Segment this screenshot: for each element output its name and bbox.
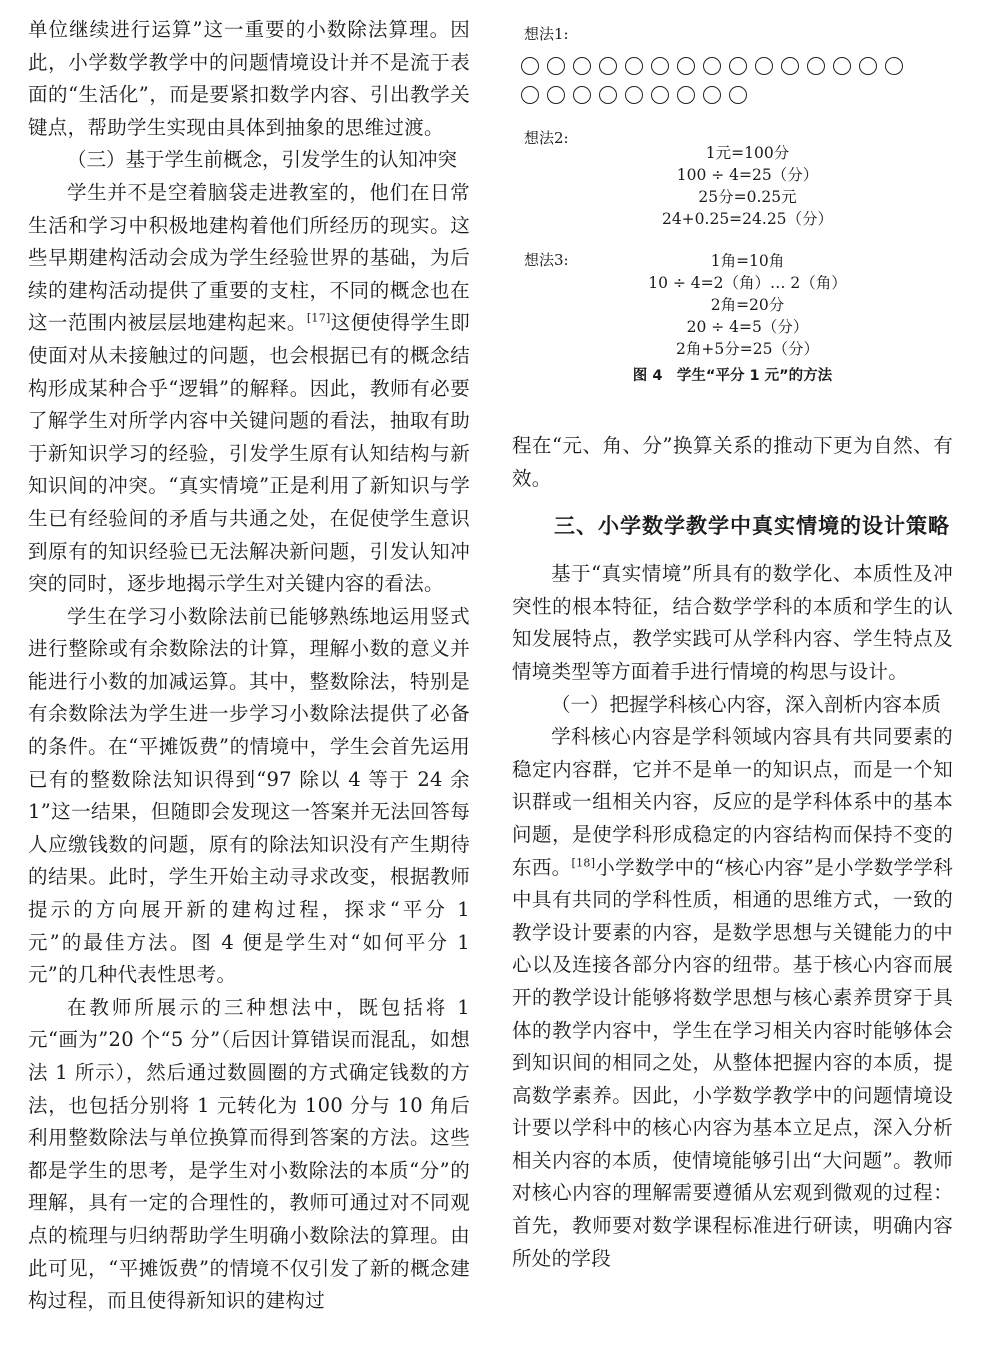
counting-circle — [573, 57, 591, 75]
calc-line: 1角=10角 — [710, 252, 785, 270]
paragraph-core-content — [512, 721, 953, 1275]
counting-circle — [729, 86, 747, 104]
citation-ref: [17] — [306, 311, 331, 325]
paragraph-decimal-division: 学生在学习小数除法前已能够熟练地运用竖式进行整除或有余数除法的计算，理解小数的意义并能进行小数的加减运算。其中，整数除法，特别是有余数除法为学生进一步学习小数除法提供了必备的条件。在“平摊饭费”的情境中，学生会首先运用已有的整数除法知识得到“97 除以 4 等于 24 余 1”这一结果，但随即会发现这一答案并无法回答每人应缴钱数的问题，原有的除法知识没有产生期待的结果。此时，学生开始主动寻求改变，根据教师提示的方向展开新的建构过程，探求“平分 1 元”的最佳方法。图 4 便是学生对“如何平分 1 元”的几种代表性思考。 — [28, 604, 470, 987]
right-column — [512, 14, 953, 1275]
counting-circle — [625, 57, 643, 75]
counting-circle — [521, 57, 539, 75]
counting-circle — [859, 57, 877, 75]
counting-circle — [573, 86, 591, 104]
counting-circle — [703, 86, 721, 104]
counting-circle — [599, 86, 617, 104]
counting-circle — [703, 57, 721, 75]
paragraph-three-ideas: 在教师所展示的三种想法中，既包括将 1 元“画为”20 个“5 分”（后因计算错误而混乱，如想法 1 所示），然后通过数圆圈的方式确定钱数的方法，也包括分别将 1 元转化为 100 分与 10 角后利用整数除法与单位换算而得到答案的方法。这些都是学生的思考，是学生对小数除法的本质“分”的理解，具有一定的合理性的，教师可通过对不同观点的梳理与归纳帮助学生明确小数除法的算理。由此可见，“平摊饭费”的情境不仅引发了新的概念建构过程，而且使得新知识的建构过 — [28, 995, 470, 1313]
counting-circle — [807, 57, 825, 75]
counting-circle — [547, 86, 565, 104]
paragraph-continued: 单位继续进行运算”这一重要的小数除法算理。因此，小学数学教学中的问题情境设计并不是流于表面的“生活化”，而是要紧扣数学内容、引出教学关键点，帮助学生实现由具体到抽象的思维过渡。 — [28, 18, 470, 139]
figure-4 — [512, 24, 953, 410]
paragraph-text: 这便使得学生即使面对从未接触过的问题，也会根据已有的概念结构形成某种合乎“逻辑”的解释。因此，教师有必要了解学生对所学内容中关键问题的看法，抽取有助于新知识学习的经验，引发学生原有认知结构与新知识间的冲突。“真实情境”正是利用了新知识与学生已有经验间的矛盾与共通之处，在促使学生意识到原有的知识经验已无法解决新问题，引发认知冲突的同时，逐步地揭示学生对关键内容的看法。 — [28, 311, 470, 596]
idea2-calculation — [542, 142, 953, 230]
calc-line: 24+0.25=24.25（分） — [661, 210, 834, 228]
left-column — [28, 14, 470, 1318]
counting-circle — [755, 57, 773, 75]
counting-circle — [781, 57, 799, 75]
paragraph-continued: 程在“元、角、分”换算关系的推动下更为自然、有效。 — [512, 434, 953, 490]
counting-circle — [677, 86, 695, 104]
calc-line: 2角=20分 — [710, 296, 785, 314]
figure-caption: 图 4 学生“平分 1 元”的方法 — [632, 368, 833, 384]
idea2-label: 想法2: — [524, 129, 569, 147]
counting-circle — [625, 86, 643, 104]
paragraph-text: 小学数学中的“核心内容”是小学数学学科中具有共同的学科性质，相通的思维方式，一致的教学设计要素的内容，是数学思想与关键能力的中心以及连接各部分内容的纽带。基于核心内容而展开的教学设计能够将数学思想与核心素养贯穿于具体的教学内容中，学生在学习相关内容时能够体会到知识间的相同之处，从整体把握内容的本质，提高数学素养。因此，小学数学教学中的问题情境设计要以学科中的核心内容为基本立足点，深入分析相关内容的本质，使情境能够引出“大问题”。教师对核心内容的理解需要遵循从宏观到微观的过程：首先，教师要对数学课程标准进行研读，明确内容所处的学段 — [512, 855, 953, 1270]
counting-circle — [547, 57, 565, 75]
calc-line: 2角+5分=25（分） — [676, 340, 819, 358]
calc-line: 1元=100分 — [705, 144, 790, 162]
counting-circle — [833, 57, 851, 75]
calc-line: 10 ÷ 4=2（角）… 2（角） — [648, 274, 847, 292]
paragraph-text: 学生并不是空着脑袋走进教室的，他们在日常生活和学习中积极地建构着他们所经历的现实。这些早期建构活动会成为学生经验世界的基础，为后续的建构活动提供了重要的支柱，不同的概念也在这一范围内被层层地建构起来。 — [28, 180, 470, 335]
section-heading: 三、小学数学教学中真实情境的设计策略 — [554, 514, 950, 539]
calc-line: 20 ÷ 4=5（分） — [686, 318, 809, 336]
circle-grid — [518, 50, 954, 108]
counting-circle — [651, 86, 669, 104]
paragraph-text: 学科核心内容是学科领域内容具有共同要素的稳定内容群，它并不是单一的知识点，而是一个知识群或一组相关内容，反应的是学科体系中的基本问题，是使学科形成稳定的内容结构而保持不变的东西。 — [512, 725, 953, 879]
counting-circle — [651, 57, 669, 75]
counting-circle — [599, 57, 617, 75]
calc-line: 100 ÷ 4=25（分） — [676, 166, 819, 184]
citation-ref: [18] — [571, 856, 596, 870]
subsection-heading-1: （一）把握学科核心内容，深入剖析内容本质 — [551, 692, 942, 716]
paragraph-strategy-intro: 基于“真实情境”所具有的数学化、本质性及冲突性的根本特征，结合数学学科的本质和学生的认知发展特点，教学实践可从学科内容、学生特点及情境类型等方面着手进行情境的构思与设计。 — [512, 562, 953, 683]
counting-circle — [677, 57, 695, 75]
counting-circle — [521, 86, 539, 104]
counting-circle — [729, 57, 747, 75]
paragraph-prior-concepts — [28, 177, 470, 601]
calc-line: 25分=0.25元 — [698, 188, 797, 206]
subsection-heading-3: （三）基于学生前概念，引发学生的认知冲突 — [67, 148, 458, 172]
idea1-label: 想法1: — [524, 25, 569, 43]
counting-circle — [885, 57, 903, 75]
idea3-label: 想法3: — [524, 251, 569, 269]
idea3-calculation — [542, 250, 953, 360]
